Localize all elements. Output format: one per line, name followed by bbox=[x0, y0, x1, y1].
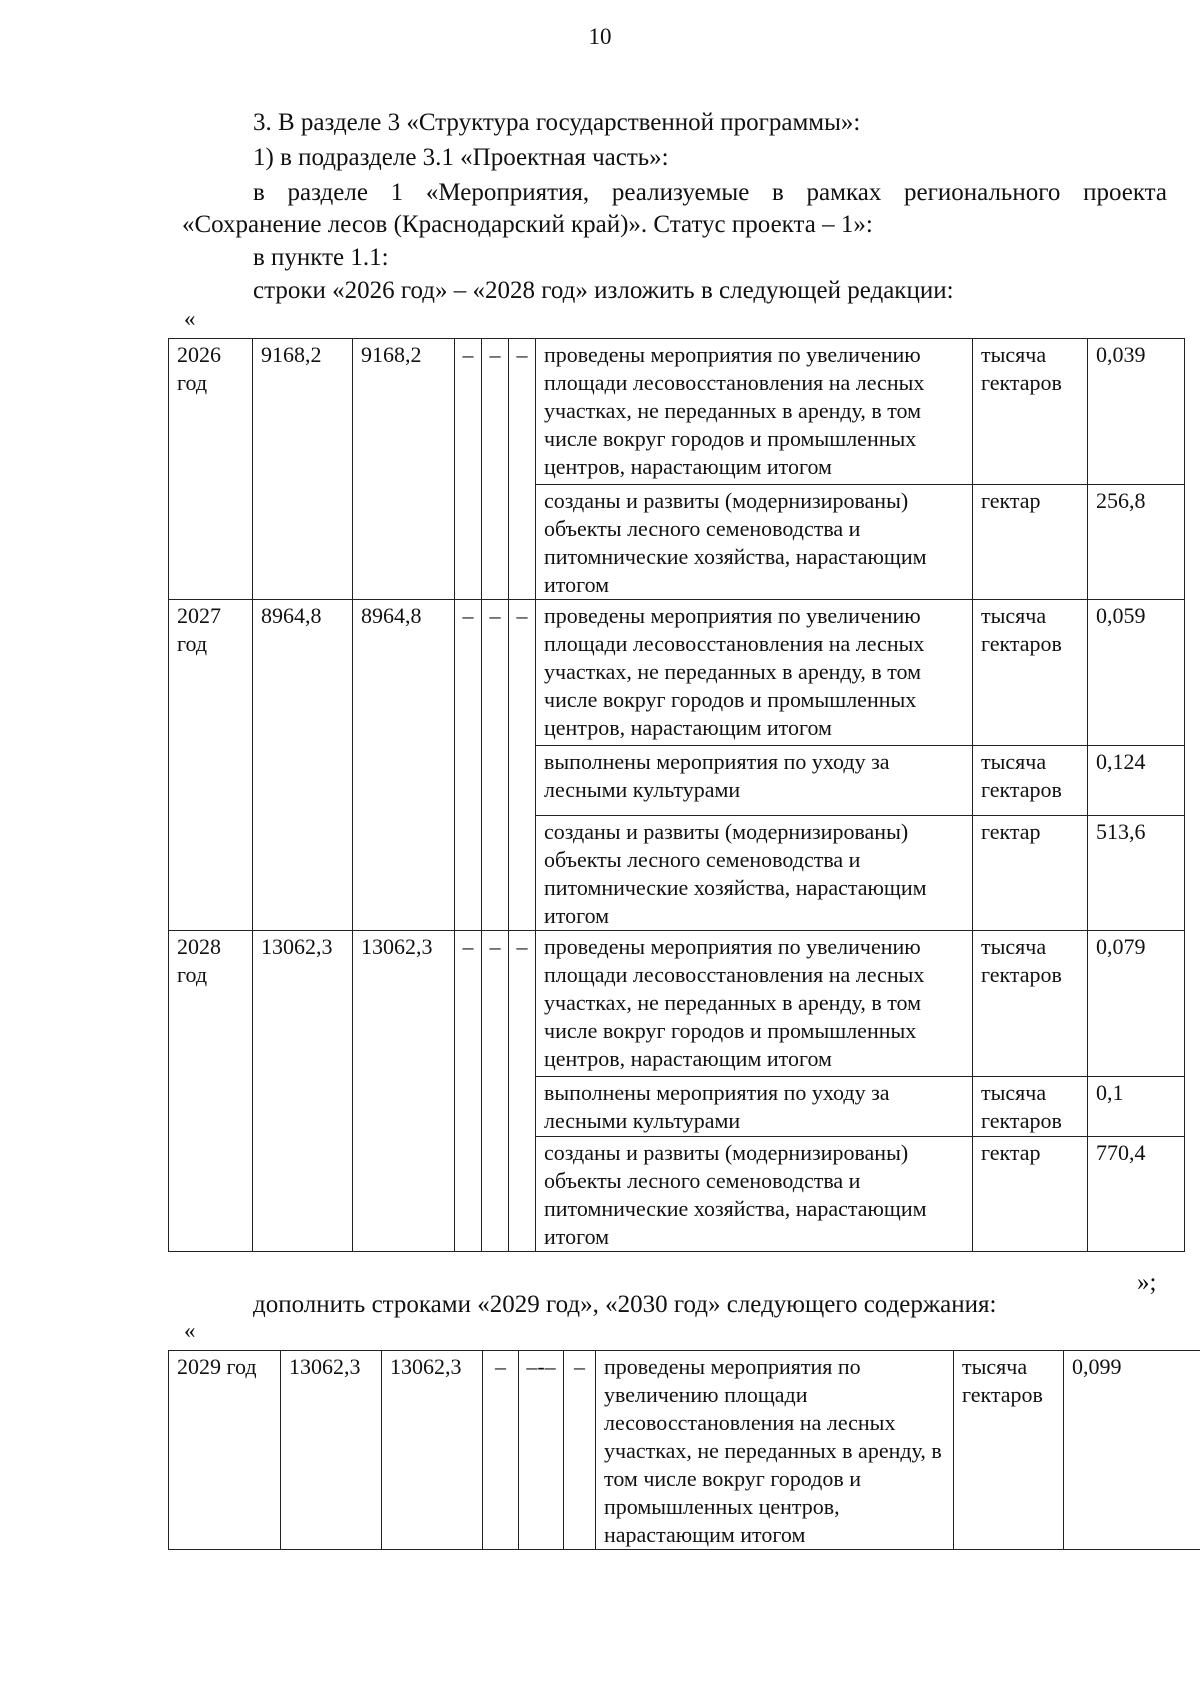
regional-cell: 8964,8 bbox=[353, 600, 455, 931]
table-row bbox=[169, 600, 1185, 746]
regional-cell: 13062,3 bbox=[353, 931, 455, 1252]
open-quote-1: « bbox=[184, 306, 196, 331]
table-row bbox=[169, 339, 1185, 485]
regional-cell: 9168,2 bbox=[353, 339, 455, 600]
value-cell: 770,4 bbox=[1088, 1137, 1185, 1252]
unit-cell: гектар bbox=[973, 485, 1088, 600]
value-cell: 256,8 bbox=[1088, 485, 1185, 600]
indicator-text: выполнены мероприятия по уходу за лесными культурами bbox=[536, 1077, 973, 1137]
dash-cell: – bbox=[509, 600, 536, 931]
dash-cell: – bbox=[482, 931, 509, 1252]
total-cell: 13062,3 bbox=[281, 1351, 382, 1550]
value-cell: 0,039 bbox=[1088, 339, 1185, 485]
table-row bbox=[169, 1351, 1200, 1550]
year-cell: 2027 год bbox=[169, 600, 253, 931]
dash-cell: – bbox=[509, 339, 536, 600]
dash-cell: – bbox=[482, 339, 509, 600]
page-number: 10 bbox=[588, 24, 612, 49]
dash-cell: – bbox=[455, 600, 482, 931]
table-row bbox=[169, 931, 1185, 1077]
total-cell: 13062,3 bbox=[253, 931, 353, 1252]
dash-cell: – bbox=[482, 600, 509, 931]
close-quote: »; bbox=[1137, 1269, 1157, 1296]
intro-line-5: строки «2026 год» – «2028 год» изложить в следующей редакции: bbox=[253, 277, 954, 304]
unit-cell: гектар bbox=[973, 816, 1088, 931]
unit-cell: гектар bbox=[973, 1137, 1088, 1252]
year-cell: 2026 год bbox=[169, 339, 253, 600]
indicator-text: созданы и развиты (модернизированы) объекты лесного семеноводства и питомнические хозяйства, нарастающим итогом bbox=[536, 816, 973, 931]
dash-cell: – bbox=[455, 931, 482, 1252]
table-year-2029 bbox=[168, 1350, 1200, 1550]
year-cell: 2029 год bbox=[169, 1351, 281, 1550]
indicator-text: созданы и развиты (модернизированы) объекты лесного семеноводства и питомнические хозяйства, нарастающим итогом bbox=[536, 485, 973, 600]
table-years-2026-2028 bbox=[168, 338, 1185, 1252]
dash-cell: – bbox=[564, 1351, 596, 1550]
addition-line: дополнить строками «2029 год», «2030 год» следующего содержания: bbox=[253, 1291, 997, 1318]
value-cell: 0,099 bbox=[1064, 1351, 1200, 1550]
value-cell: 0,1 bbox=[1088, 1077, 1185, 1137]
total-cell: 9168,2 bbox=[253, 339, 353, 600]
unit-cell: тысяча гектаров bbox=[973, 746, 1088, 816]
unit-cell: тысяча гектаров bbox=[954, 1351, 1064, 1550]
total-cell: 8964,8 bbox=[253, 600, 353, 931]
value-cell: 0,059 bbox=[1088, 600, 1185, 746]
unit-cell: тысяча гектаров bbox=[973, 339, 1088, 485]
intro-line-4: в пункте 1.1: bbox=[253, 244, 389, 271]
unit-cell: тысяча гектаров bbox=[973, 931, 1088, 1077]
dash-cell: – bbox=[455, 339, 482, 600]
dash-cell: –-– bbox=[519, 1351, 564, 1550]
value-cell: 0,079 bbox=[1088, 931, 1185, 1077]
indicator-text: созданы и развиты (модернизированы) объекты лесного семеноводства и питомнические хозяйства, нарастающим итогом bbox=[536, 1137, 973, 1252]
intro-line-3b: «Сохранение лесов (Краснодарский край)». Статус проекта – 1»: bbox=[182, 211, 873, 238]
indicator-text: проведены мероприятия по увеличению площади лесовосстановления на лесных участках, не переданных в аренду, в том числе вокруг городов и промышленных центров, нарастающим итогом bbox=[536, 931, 973, 1077]
indicator-text: проведены мероприятия по увеличению площади лесовосстановления на лесных участках, не переданных в аренду, в том числе вокруг городов и промышленных центров, нарастающим итогом bbox=[536, 600, 973, 746]
dash-cell: – bbox=[509, 931, 536, 1252]
intro-line-2: 1) в подразделе 3.1 «Проектная часть»: bbox=[253, 144, 669, 171]
dash-cell: – bbox=[483, 1351, 519, 1550]
indicator-text: проведены мероприятия по увеличению площади лесовосстановления на лесных участках, не переданных в аренду, в том числе вокруг городов и промышленных центров, нарастающим итогом bbox=[536, 339, 973, 485]
year-cell: 2028 год bbox=[169, 931, 253, 1252]
indicator-text: выполнены мероприятия по уходу за лесными культурами bbox=[536, 746, 973, 816]
intro-line-1: 3. В разделе 3 «Структура государственной программы»: bbox=[253, 109, 861, 136]
indicator-text: проведены мероприятия по увеличению площади лесовосстановления на лесных участках, не переданных в аренду, в том числе вокруг городов и промышленных центров, нарастающим итогом bbox=[596, 1351, 954, 1550]
value-cell: 513,6 bbox=[1088, 816, 1185, 931]
open-quote-2: « bbox=[184, 1318, 196, 1343]
value-cell: 0,124 bbox=[1088, 746, 1185, 816]
unit-cell: тысяча гектаров bbox=[973, 1077, 1088, 1137]
unit-cell: тысяча гектаров bbox=[973, 600, 1088, 746]
regional-cell: 13062,3 bbox=[382, 1351, 483, 1550]
intro-line-3a: в разделе 1 «Мероприятия, реализуемые в рамках регионального проекта bbox=[253, 179, 1167, 206]
